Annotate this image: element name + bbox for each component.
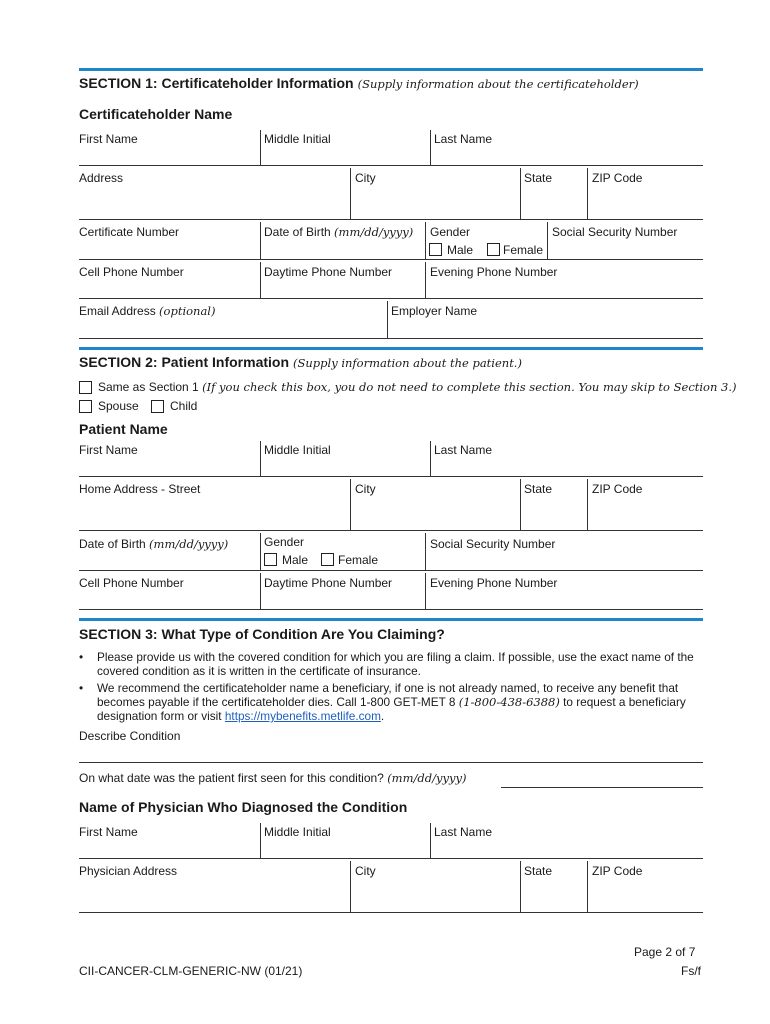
- first-seen-date-input[interactable]: [501, 787, 703, 788]
- physician-address-field[interactable]: Physician Address: [79, 864, 178, 878]
- first-name-field[interactable]: First Name: [79, 132, 138, 146]
- gender-label: Gender: [430, 225, 471, 239]
- certificate-number-field[interactable]: Certificate Number: [79, 225, 180, 239]
- section2-divider: [79, 347, 703, 350]
- physician-last-name-field[interactable]: Last Name: [434, 825, 493, 839]
- physician-state-field[interactable]: State: [524, 864, 553, 878]
- patient-last-name-field[interactable]: Last Name: [434, 443, 493, 457]
- daytime-phone-field[interactable]: Daytime Phone Number: [264, 265, 393, 279]
- section1-title: SECTION 1: Certificateholder Information (Supply information about the certificateholder): [79, 75, 639, 91]
- email-field[interactable]: Email Address (optional): [79, 304, 216, 318]
- female-label: Female: [503, 243, 544, 257]
- describe-condition-field[interactable]: Describe Condition: [79, 729, 181, 743]
- section1-divider: [79, 68, 703, 71]
- patient-cell-phone-field[interactable]: Cell Phone Number: [79, 576, 184, 590]
- patient-evening-phone-field[interactable]: Evening Phone Number: [430, 576, 558, 590]
- spouse-checkbox[interactable]: [79, 400, 92, 413]
- patient-state-field[interactable]: State: [524, 482, 553, 496]
- same-as-section1-label: Same as Section 1 (If you check this box, you do not need to complete this section. You may skip to Section 3.): [98, 380, 737, 394]
- patient-female-label: Female: [338, 553, 379, 567]
- employer-name-field[interactable]: Employer Name: [391, 304, 478, 318]
- section2-title: SECTION 2: Patient Information (Supply information about the patient.): [79, 354, 522, 370]
- child-checkbox[interactable]: [151, 400, 164, 413]
- patient-middle-initial-field[interactable]: Middle Initial: [264, 443, 331, 457]
- patient-dob-field[interactable]: Date of Birth (mm/dd/yyyy): [79, 537, 229, 551]
- patient-name-heading: Patient Name: [79, 421, 168, 437]
- section3-title: SECTION 3: What Type of Condition Are You Claiming?: [79, 626, 445, 642]
- instruction-bullet-2: • We recommend the certificateholder name a beneficiary, if one is not already named, to receive any benefit that becomes payable if the certificateholder dies. Call 1-800 GET-MET 8 (1-800-438-6388) to request a beneficiary designation form or visit https://mybenefits.metlife.com.: [79, 681, 686, 723]
- physician-middle-initial-field[interactable]: Middle Initial: [264, 825, 331, 839]
- physician-city-field[interactable]: City: [355, 864, 376, 878]
- spouse-label: Spouse: [98, 399, 139, 413]
- patient-ssn-field[interactable]: Social Security Number: [430, 537, 556, 551]
- zip-field[interactable]: ZIP Code: [592, 171, 643, 185]
- cell-phone-field[interactable]: Cell Phone Number: [79, 265, 184, 279]
- date-of-birth-field[interactable]: Date of Birth (mm/dd/yyyy): [264, 225, 414, 239]
- middle-initial-field[interactable]: Middle Initial: [264, 132, 331, 146]
- address-field[interactable]: Address: [79, 171, 124, 185]
- form-id: CII-CANCER-CLM-GENERIC-NW (01/21): [79, 964, 303, 978]
- certificateholder-name-heading: Certificateholder Name: [79, 106, 233, 122]
- patient-female-checkbox[interactable]: [321, 553, 334, 566]
- city-field[interactable]: City: [355, 171, 376, 185]
- same-as-section1-checkbox[interactable]: [79, 381, 92, 394]
- patient-city-field[interactable]: City: [355, 482, 376, 496]
- patient-male-checkbox[interactable]: [264, 553, 277, 566]
- physician-name-heading: Name of Physician Who Diagnosed the Condition: [79, 799, 408, 815]
- male-label: Male: [447, 243, 474, 257]
- section3-divider: [79, 618, 703, 621]
- page-number: Page 2 of 7: [634, 945, 696, 959]
- last-name-field[interactable]: Last Name: [434, 132, 493, 146]
- male-checkbox[interactable]: [429, 243, 442, 256]
- physician-first-name-field[interactable]: First Name: [79, 825, 138, 839]
- female-checkbox[interactable]: [487, 243, 500, 256]
- patient-gender-label: Gender: [264, 535, 305, 549]
- first-seen-date-label: On what date was the patient first seen for this condition? (mm/dd/yyyy): [79, 771, 467, 785]
- mybenefits-link[interactable]: https://mybenefits.metlife.com: [224, 709, 381, 723]
- evening-phone-field[interactable]: Evening Phone Number: [430, 265, 558, 279]
- patient-male-label: Male: [282, 553, 309, 567]
- patient-daytime-phone-field[interactable]: Daytime Phone Number: [264, 576, 393, 590]
- ssn-field[interactable]: Social Security Number: [552, 225, 678, 239]
- state-field[interactable]: State: [524, 171, 553, 185]
- child-label: Child: [170, 399, 198, 413]
- form-code: Fs/f: [681, 964, 701, 978]
- physician-zip-field[interactable]: ZIP Code: [592, 864, 643, 878]
- instruction-bullet-1: • Please provide us with the covered condition for which you are filing a claim. If possible, use the exact name of the covered condition as it is written in the certificate of insurance.: [79, 650, 694, 678]
- patient-first-name-field[interactable]: First Name: [79, 443, 138, 457]
- patient-zip-field[interactable]: ZIP Code: [592, 482, 643, 496]
- patient-home-address-field[interactable]: Home Address - Street: [79, 482, 201, 496]
